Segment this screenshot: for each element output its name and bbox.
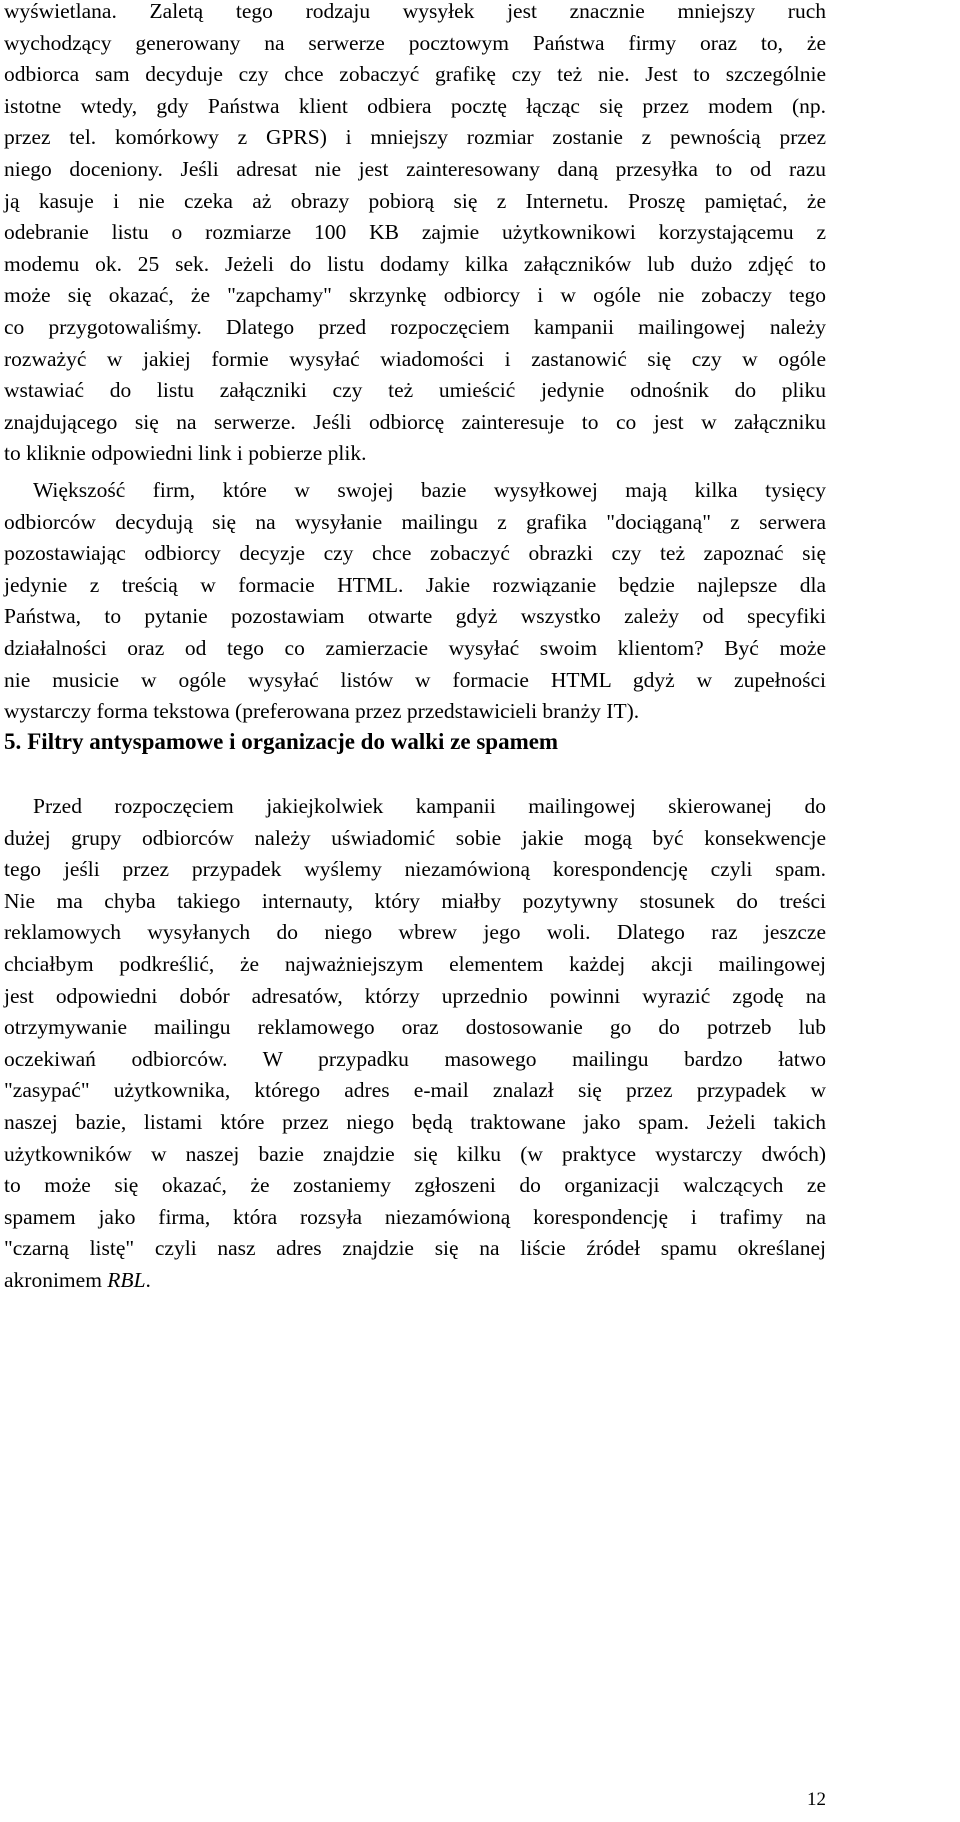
text-line: oczekiwań odbiorców. W przypadku masowego mailingu bardzo łatwo: [4, 1046, 826, 1071]
text-line: Nie ma chyba takiego internauty, który miałby pozytywny stosunek do treści: [4, 888, 826, 913]
text-line: Większość firm, które w swojej bazie wysyłkowej mają kilka tysięcy: [33, 478, 826, 502]
acronym-rbl: RBL: [107, 1267, 146, 1292]
text-line: ją kasuje i nie czeka aż obrazy pobiorą się z Internetu. Proszę pamiętać, że: [4, 188, 826, 213]
paragraph-3: [4, 791, 826, 1297]
section-number: 5.: [4, 729, 22, 754]
text-line: odbiorców decydują się na wysyłanie mailingu z grafika "dociąganą" z serwera: [4, 509, 826, 534]
text-line: użytkowników w naszej bazie znajdzie się kilku (w praktyce wystarczy dwóch): [4, 1141, 826, 1166]
section-heading: [4, 726, 558, 758]
text-line: "czarną listę" czyli nasz adres znajdzie się na liście źródeł spamu określanej: [4, 1236, 826, 1261]
text-line: wstawiać do listu załączniki czy też umieścić jedynie odnośnik do pliku: [4, 378, 826, 403]
text-line: znajdującego się na serwerze. Jeśli odbiorcę zainteresuje to co jest w załączniku: [4, 409, 826, 434]
text-line: chciałbym podkreślić, że najważniejszym elementem każdej akcji mailingowej: [4, 951, 826, 976]
text-line: wychodzący generowany na serwerze pocztowym Państwa firmy oraz to, że: [4, 30, 826, 55]
text-line: odbiorca sam decyduje czy chce zobaczyć grafikę czy też nie. Jest to szczególnie: [4, 62, 826, 87]
text-line: rozważyć w jakiej formie wysyłać wiadomości i zastanowić się czy w ogóle: [4, 346, 826, 371]
text-line: naszej bazie, listami które przez niego będą traktowane jako spam. Jeżeli takich: [4, 1109, 826, 1134]
text-line: Przed rozpoczęciem jakiejkolwiek kampanii mailingowej skierowanej do: [33, 794, 826, 818]
text-line: co przygotowaliśmy. Dlatego przed rozpoczęciem kampanii mailingowej należy: [4, 314, 826, 339]
text-line: jest odpowiedni dobór adresatów, którzy uprzednio powinni wyrazić zgodę na: [4, 983, 826, 1008]
text-line: może się okazać, że "zapchamy" skrzynkę odbiorcy i w ogóle nie zobaczy tego: [4, 283, 826, 308]
text-line: dużej grupy odbiorców należy uświadomić sobie jakie mogą być konsekwencje: [4, 825, 826, 850]
text-fragment: .: [145, 1267, 151, 1292]
text-line: odebranie listu o rozmiarze 100 KB zajmie użytkownikowi korzystającemu z: [4, 220, 826, 245]
text-line: modemu ok. 25 sek. Jeżeli do listu dodamy kilka załączników lub dużo zdjęć to: [4, 251, 826, 276]
text-line: nie musicie w ogóle wysyłać listów w formacie HTML gdyż w zupełności: [4, 667, 826, 692]
text-line: [4, 1265, 826, 1297]
text-line: to może się okazać, że zostaniemy zgłoszeni do organizacji walczących ze: [4, 1173, 826, 1198]
text-line: tego jeśli przez przypadek wyślemy niezamówioną korespondencję czyli spam.: [4, 857, 826, 882]
text-line: wystarczy forma tekstowa (preferowana przez przedstawicieli branży IT).: [4, 699, 640, 724]
text-line: wyświetlana. Zaletą tego rodzaju wysyłek jest znacznie mniejszy ruch: [4, 0, 826, 23]
text-line: jedynie z treścią w formacie HTML. Jakie rozwiązanie będzie najlepsze dla: [4, 572, 826, 597]
text-line: otrzymywanie mailingu reklamowego oraz dostosowanie go do potrzeb lub: [4, 1015, 826, 1040]
section-title: Filtry antyspamowe i organizacje do walki ze spamem: [27, 729, 559, 754]
text-line: niego doceniony. Jeśli adresat nie jest zainteresowany daną przesyłka to od razu: [4, 156, 826, 181]
paragraph-2: [4, 475, 826, 728]
text-line: działalności oraz od tego co zamierzacie wysyłać swoim klientom? Być może: [4, 635, 826, 660]
text-line: przez tel. komórkowy z GPRS) i mniejszy rozmiar zostanie z pewnością przez: [4, 125, 826, 150]
text-fragment: akronimem: [4, 1267, 108, 1292]
text-line: pozostawiając odbiorcy decyzje czy chce zobaczyć obrazki czy też zapoznać się: [4, 541, 826, 566]
text-line: istotne wtedy, gdy Państwa klient odbiera pocztę łącząc się przez modem (np.: [4, 93, 826, 118]
text-line: Państwa, to pytanie pozostawiam otwarte gdyż wszystko zależy od specyfiki: [4, 604, 826, 629]
paragraph-1: [4, 0, 826, 470]
page-number: 12: [807, 1789, 826, 1810]
text-line: reklamowych wysyłanych do niego wbrew jego woli. Dlatego raz jeszcze: [4, 920, 826, 945]
text-line: "zasypać" użytkownika, którego adres e-mail znalazł się przez przypadek w: [4, 1078, 826, 1103]
text-line: to kliknie odpowiedni link i pobierze plik.: [4, 441, 367, 466]
text-line: spamem jako firma, która rozsyła niezamówioną korespondencję i trafimy na: [4, 1204, 826, 1229]
